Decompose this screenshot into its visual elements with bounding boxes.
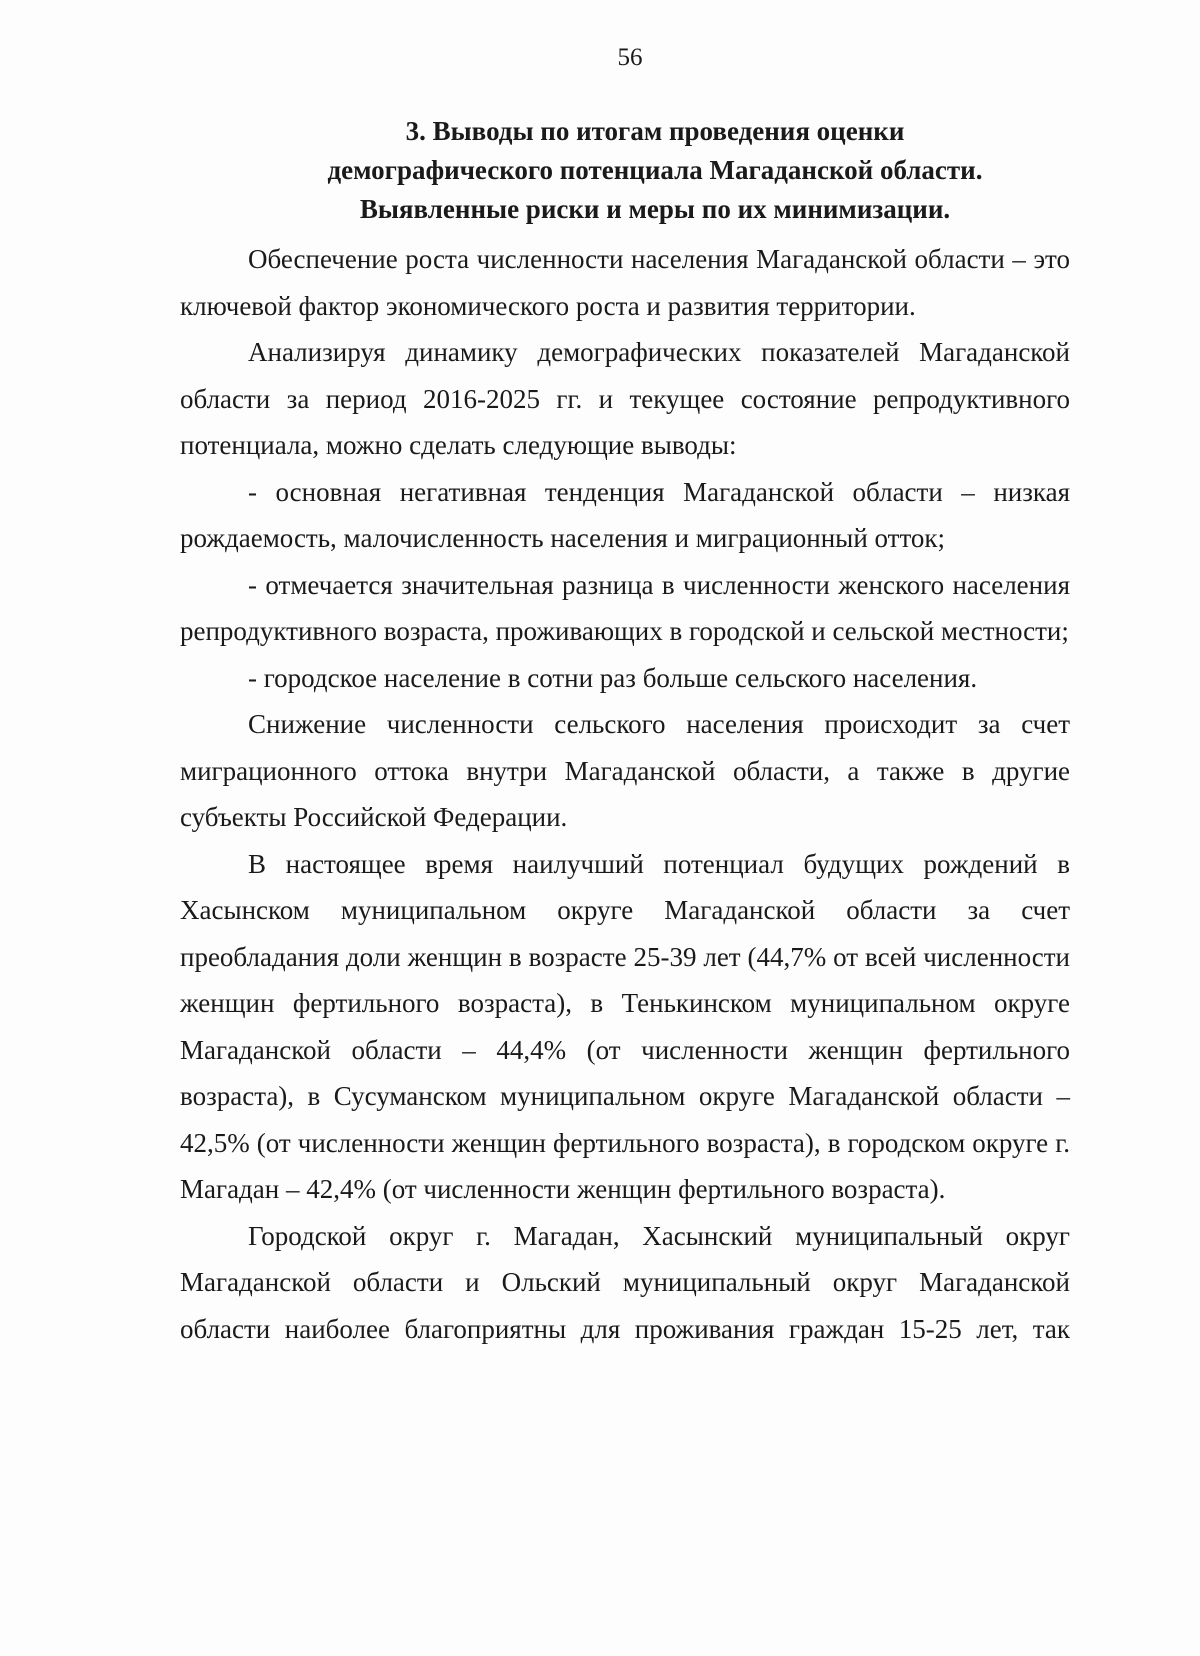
list-item: - отмечается значительная разница в численности женского населения репродуктивного возраста, проживающих в городской и сельской местности; — [180, 569, 1070, 646]
paragraph: Городской округ г. Магадан, Хасынский муниципальный округ Магаданской области и Ольский муниципальный округ Магаданской области наиболее благоприятны для проживания граждан 15-25 лет, так — [180, 1220, 1070, 1344]
document-body — [180, 236, 1070, 1352]
paragraph: Снижение численности сельского населения происходит за счет миграционного оттока внутри Магаданской области, а также в другие субъекты Российской Федерации. — [180, 709, 1070, 832]
paragraph: В настоящее время наилучший потенциал будущих рождений в Хасынском муниципальном округе Магаданской области за счет преобладания доли женщин в возрасте 25-39 лет (44,7% от всей численности женщин фертильного возраста), в Тенькинском муниципальном округе Магаданской области – 44,4% (от численности женщин фертильного возраста), в Сусуманском муниципальном округе Магаданской области – 42,5% (от численности женщин фертильного возраста), в городском округе г. Магадан – 42,4% (от численности женщин фертильного возраста). — [180, 848, 1070, 1204]
page-number: 56 — [617, 44, 643, 71]
heading-line: демографического потенциала Магаданской области. — [327, 155, 983, 185]
paragraph: Обеспечение роста численности населения Магаданской области – это ключевой фактор экономического роста и развития территории. — [180, 244, 1070, 321]
paragraph: Анализируя динамику демографических показателей Магаданской области за период 2016-2025 гг. и текущее состояние репродуктивного потенциала, можно сделать следующие выводы: — [180, 337, 1070, 460]
list-item: - городское население в сотни раз больше сельского населения. — [248, 662, 978, 693]
section-heading — [230, 112, 1080, 229]
heading-line: Выявленные риски и меры по их минимизации. — [359, 194, 951, 224]
heading-line: 3. Выводы по итогам проведения оценки — [405, 116, 905, 146]
list-item: - основная негативная тенденция Магаданской области – низкая рождаемость, малочисленность населения и миграционный отток; — [180, 476, 1070, 553]
